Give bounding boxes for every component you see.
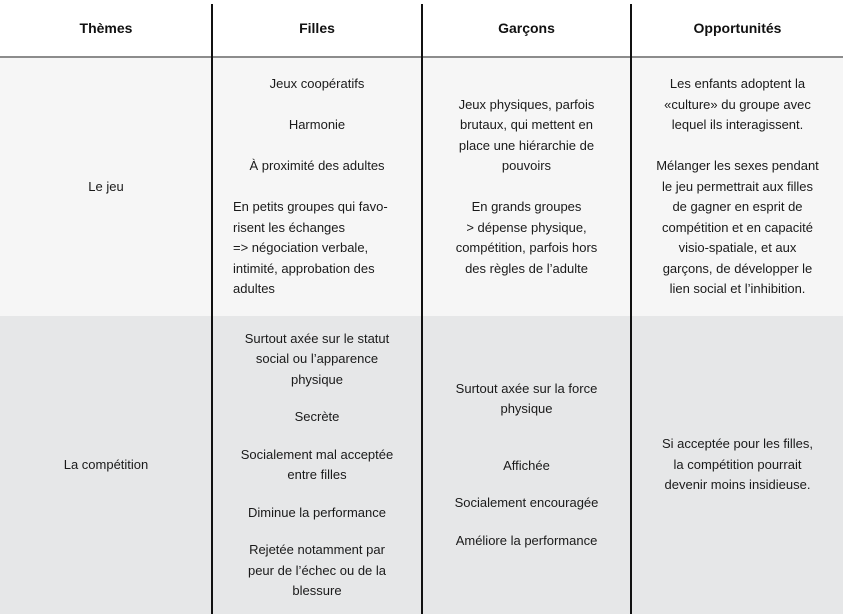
header-garcons: Garçons xyxy=(498,20,555,36)
list-item: Harmonie xyxy=(288,117,346,133)
list-item xyxy=(248,503,386,524)
cell-theme-competition xyxy=(0,316,212,614)
theme-label: La compétition xyxy=(63,456,149,472)
text-line: Jeux physiques, parfois xyxy=(458,96,595,112)
text-line: brutaux, qui mettent en xyxy=(460,117,593,133)
text-line: => négociation verbale, xyxy=(233,240,369,256)
text-line: intimité, approbation des xyxy=(233,260,375,276)
list-item xyxy=(225,197,388,300)
cell-competition-filles xyxy=(213,316,421,614)
text-line: entre filles xyxy=(287,467,347,482)
header-themes: Thèmes xyxy=(79,20,133,36)
text-line: social ou l’apparence xyxy=(255,351,379,366)
column-divider xyxy=(630,4,632,614)
list-item xyxy=(456,531,598,552)
text-line: des règles de l’adulte xyxy=(465,260,588,276)
text-line: visio-spatiale, et aux xyxy=(678,240,797,256)
text-line: Secrète xyxy=(294,409,340,424)
text-line: Diminue la performance xyxy=(247,504,386,520)
text-line: lien social et l’inhibition. xyxy=(669,281,806,297)
header-cell-filles xyxy=(213,0,421,56)
text-line: lequel ils interagissent. xyxy=(671,117,804,133)
text-line: de gagner en esprit de xyxy=(672,199,803,215)
text-line: Surtout axée sur le statut xyxy=(244,330,390,346)
list-item xyxy=(245,329,390,391)
text-line: compétition et en capacité xyxy=(661,219,814,235)
text-line: devenir moins insidieuse. xyxy=(664,477,811,493)
text-line: Si acceptée pour les filles, xyxy=(661,436,814,452)
text-line: pouvoirs xyxy=(501,158,552,174)
text-line: Affichée xyxy=(503,457,550,473)
text-line: la compétition pourrait xyxy=(673,456,802,472)
list-item xyxy=(455,493,599,514)
text-line: blessure xyxy=(292,583,342,598)
list-item xyxy=(241,445,393,486)
text-line: En grands groupes xyxy=(471,199,582,215)
text-line: adultes xyxy=(233,281,275,297)
text-line: physique xyxy=(500,401,553,417)
header-filles: Filles xyxy=(299,20,335,36)
text-line: Rejetée notamment par xyxy=(249,542,385,557)
list-item xyxy=(295,407,340,428)
list-item: Jeux coopératifs xyxy=(269,76,365,92)
text-line: risent les échanges xyxy=(233,219,346,235)
text-line: compétition, parfois hors xyxy=(455,240,598,256)
list-item xyxy=(459,95,595,177)
list-item xyxy=(248,540,386,602)
cell-competition-opportunites xyxy=(632,316,843,614)
text-line: garçons, de développer le xyxy=(662,260,813,276)
cell-jeu-filles xyxy=(213,58,421,316)
header-cell-opportunites xyxy=(632,0,843,56)
text-line: Améliore la performance xyxy=(455,532,598,548)
list-item xyxy=(503,456,550,477)
column-divider xyxy=(421,4,423,614)
text-line: Surtout axée sur la force xyxy=(455,380,598,396)
text-line: En petits groupes qui favo- xyxy=(233,199,388,215)
list-item xyxy=(664,74,811,136)
cell-jeu-garcons xyxy=(423,58,630,316)
list-item xyxy=(456,197,598,279)
text-line: > dépense physique, xyxy=(466,219,587,235)
header-opportunites: Opportunités xyxy=(693,20,782,36)
text-line: Socialement mal acceptée xyxy=(240,446,394,462)
theme-label: Le jeu xyxy=(88,178,124,194)
header-cell-garcons xyxy=(423,0,630,56)
list-item xyxy=(656,156,819,300)
text-line: physique xyxy=(290,371,344,387)
list-item xyxy=(662,434,813,496)
text-line: Mélanger les sexes pendant xyxy=(656,158,819,174)
text-line: Les enfants adoptent la xyxy=(669,76,806,92)
cell-competition-garcons xyxy=(423,316,630,614)
text-line: le jeu permettrait aux filles xyxy=(661,178,813,194)
list-item xyxy=(456,379,598,420)
text-line: peur de l’échec ou de la xyxy=(247,562,387,578)
list-item: À proximité des adultes xyxy=(249,158,385,174)
cell-jeu-opportunites xyxy=(632,58,843,316)
header-cell-themes xyxy=(0,0,212,56)
column-divider xyxy=(211,4,213,614)
cell-theme-jeu xyxy=(0,58,212,316)
text-line: «culture» du groupe avec xyxy=(664,96,811,112)
text-line: Socialement encouragée xyxy=(454,495,599,511)
text-line: place une hiérarchie de xyxy=(458,137,595,153)
